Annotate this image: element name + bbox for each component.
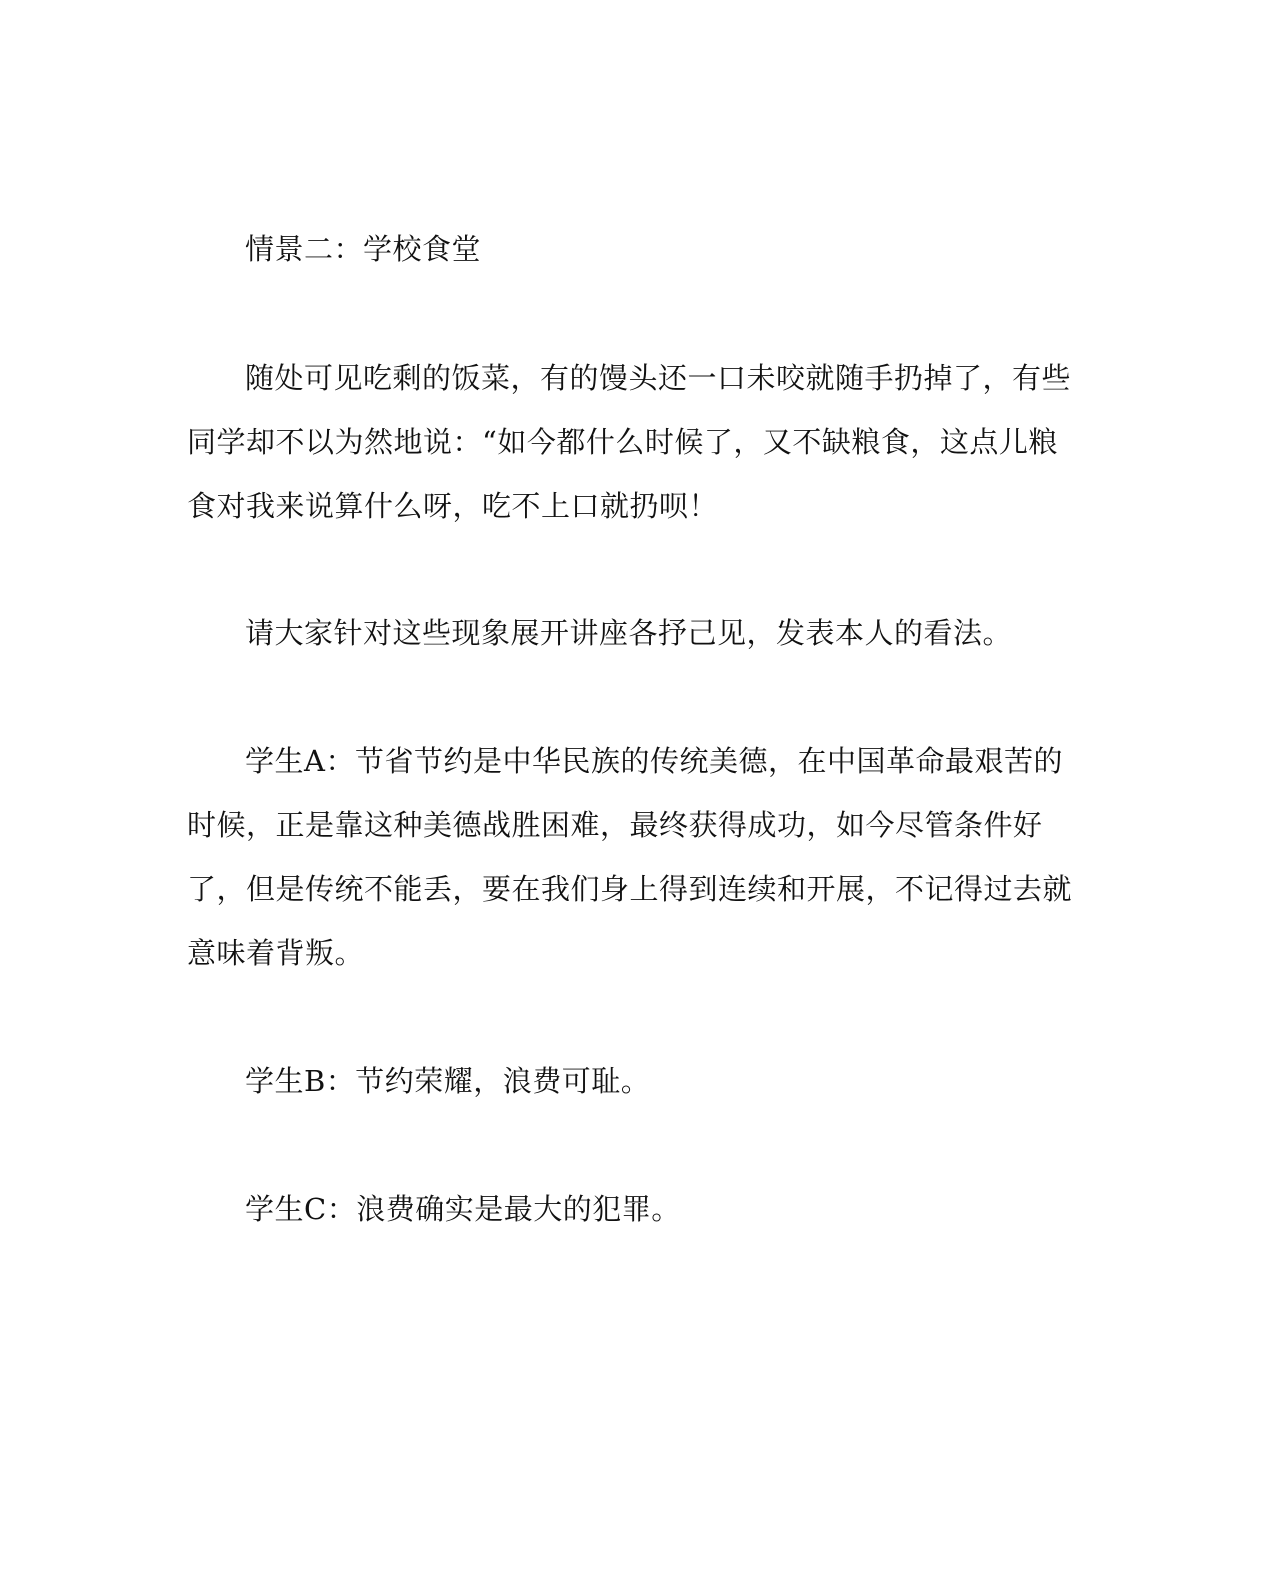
scene-description-paragraph: 随处可见吃剩的饭菜，有的馒头还一口未咬就随手扔掉了，有些同学却不以为然地说：“如今都什么时候了，又不缺粮食，这点儿粮食对我来说算什么呀，吃不上口就扔呗！	[187, 361, 1072, 523]
student-c-paragraph: 学生C：浪费确实是最大的犯罪。	[245, 1192, 681, 1226]
student-a-paragraph: 学生A：节省节约是中华民族的传统美德，在中国革命最艰苦的时候，正是靠这种美德战胜困难，最终获得成功，如今尽管条件好了，但是传统不能丢，要在我们身上得到连续和开展，不记得过去就意味着背叛。	[187, 744, 1073, 970]
scene-heading: 情景二：学校食堂	[245, 232, 482, 266]
discussion-prompt-paragraph: 请大家针对这些现象展开讲座各抒己见，发表本人的看法。	[245, 616, 1013, 650]
student-b-paragraph: 学生B：节约荣耀，浪费可耻。	[245, 1064, 651, 1098]
